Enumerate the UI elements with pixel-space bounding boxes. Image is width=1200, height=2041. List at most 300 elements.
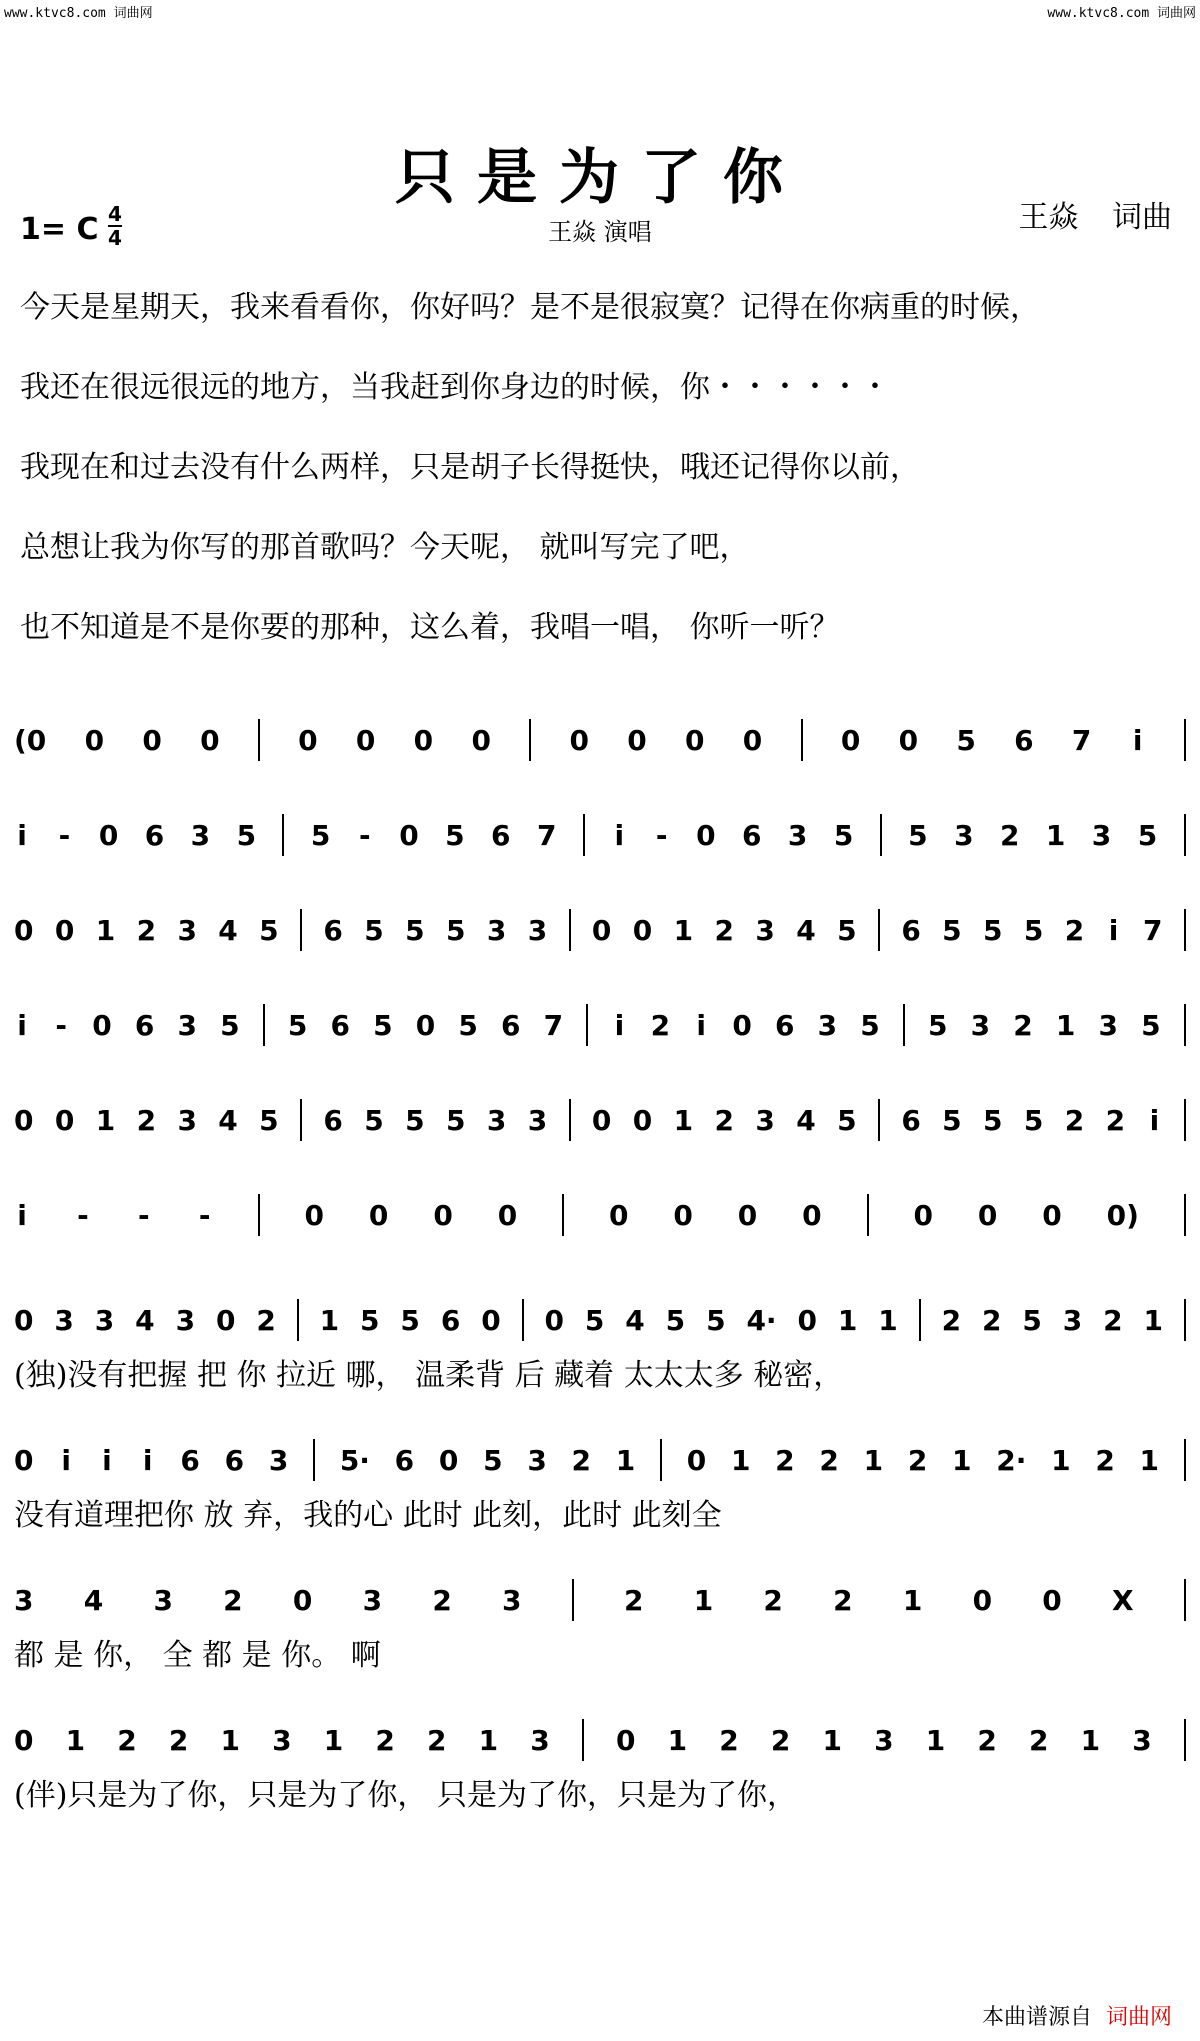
note: 6 <box>901 1103 921 1137</box>
barline <box>1184 1579 1186 1621</box>
time-signature <box>108 204 122 248</box>
note: i <box>102 1443 112 1477</box>
note: 3 <box>817 1008 838 1042</box>
note: 5 <box>927 1008 948 1042</box>
note: 6 <box>224 1443 245 1477</box>
note: 2 <box>1013 1008 1033 1042</box>
note: 0 <box>685 723 705 757</box>
note: 6 <box>742 818 762 852</box>
note: 2 <box>427 1723 447 1757</box>
barline <box>903 1004 905 1046</box>
note: X <box>1112 1583 1134 1617</box>
note: - <box>198 1198 211 1232</box>
note: 0 <box>840 723 861 757</box>
score-notes <box>14 1100 1186 1140</box>
note: 4 <box>796 913 816 947</box>
note: 5 <box>310 818 331 852</box>
barline <box>313 1439 315 1481</box>
note: 0 <box>972 1583 993 1617</box>
note: 0 <box>632 913 653 947</box>
barline <box>569 909 571 951</box>
note: 0 <box>591 913 612 947</box>
note: 1 <box>65 1723 86 1757</box>
note: 3 <box>1091 818 1112 852</box>
note: 3 <box>153 1583 173 1617</box>
note: 5 <box>405 913 425 947</box>
note: 2 <box>1064 913 1085 947</box>
note: 4 <box>796 1103 816 1137</box>
note: 1 <box>673 913 694 947</box>
note: 1 <box>878 1303 898 1337</box>
barline <box>569 1099 571 1141</box>
note: 5 <box>287 1008 308 1042</box>
note: 1 <box>925 1723 946 1757</box>
note: 5 <box>364 1103 384 1137</box>
note: 6 <box>440 1303 461 1337</box>
note: - <box>358 818 371 852</box>
note: 0 <box>14 913 34 947</box>
note: 2 <box>1095 1443 1115 1477</box>
note: 3 <box>1098 1008 1118 1042</box>
note: i <box>696 1008 706 1042</box>
note: 4· <box>746 1303 777 1337</box>
note: 6 <box>144 818 165 852</box>
note: 4 <box>218 913 238 947</box>
note: 3 <box>486 1103 507 1137</box>
note: 1 <box>95 913 116 947</box>
note: 2 <box>719 1723 739 1757</box>
score-row <box>14 910 1186 970</box>
note: 3 <box>1132 1723 1152 1757</box>
note: 5 <box>220 1008 240 1042</box>
note: 0 <box>913 1198 933 1232</box>
note: 2 <box>770 1723 791 1757</box>
note: 2 <box>256 1303 276 1337</box>
barline <box>522 1299 524 1341</box>
score-row <box>14 1440 1186 1533</box>
note: 5 <box>405 1103 425 1137</box>
score-lyrics: 都 是 你， 全 都 是 你。 啊 <box>14 1638 381 1673</box>
footer <box>982 2000 1172 2031</box>
note: 3 <box>970 1008 991 1042</box>
note: 5 <box>837 913 857 947</box>
note: i <box>1108 913 1119 947</box>
barline <box>562 1194 564 1236</box>
note: 5 <box>665 1303 686 1337</box>
note: 6 <box>134 1008 155 1042</box>
note: 5 <box>445 818 465 852</box>
note: 1 <box>1080 1723 1101 1757</box>
score-notes <box>14 1195 1186 1235</box>
note: 3 <box>54 1303 74 1337</box>
barline <box>878 909 880 951</box>
note: 0 <box>898 723 919 757</box>
note: 0 <box>1042 1583 1062 1617</box>
note: 0 <box>92 1008 112 1042</box>
barline <box>1184 1099 1186 1141</box>
note: i <box>614 818 625 852</box>
score-lyrics: (独)没有把握 把 你 拉近 哪， 温柔背 后 藏着 太太太多 秘密， <box>14 1358 844 1393</box>
note: 0) <box>1106 1198 1139 1232</box>
barline <box>582 1719 584 1761</box>
note: i <box>1132 723 1143 757</box>
note: 2 <box>168 1723 189 1757</box>
note: 1 <box>1045 818 1066 852</box>
note: 0 <box>14 1303 34 1337</box>
note: 0 <box>737 1198 758 1232</box>
note: 1 <box>863 1443 884 1477</box>
note: 5 <box>445 1103 466 1137</box>
note: 0 <box>54 1103 75 1137</box>
barline <box>1184 1194 1186 1236</box>
note: 3 <box>190 818 211 852</box>
note: 6 <box>774 1008 795 1042</box>
score-lyrics: 没有道理把你 放 弃，我的心 此时 此刻，此时 此刻全 <box>14 1498 722 1533</box>
note: 3 <box>94 1303 115 1337</box>
note: 0 <box>696 818 716 852</box>
note: 5 <box>360 1303 380 1337</box>
note: 3 <box>530 1723 550 1757</box>
note: 2 <box>1064 1103 1085 1137</box>
note: 1 <box>693 1583 714 1617</box>
score-row <box>14 1195 1186 1255</box>
note: 0 <box>84 723 105 757</box>
note: 0 <box>544 1303 564 1337</box>
barline <box>660 1439 662 1481</box>
narration-line: 总想让我为你写的那首歌吗？今天呢， 就叫写完了吧， <box>20 530 750 565</box>
note: 0 <box>200 723 220 757</box>
note: - <box>58 818 71 852</box>
note: 0 <box>497 1198 518 1232</box>
note: 3 <box>755 913 775 947</box>
note: 0 <box>569 723 589 757</box>
note: 2 <box>117 1723 137 1757</box>
note: 2 <box>714 913 734 947</box>
score-row <box>14 1005 1186 1065</box>
note: 2 <box>941 1303 962 1337</box>
note: 1 <box>837 1303 858 1337</box>
note: 5· <box>339 1443 370 1477</box>
note: 2 <box>833 1583 853 1617</box>
note: 6 <box>330 1008 351 1042</box>
note: 4 <box>83 1583 104 1617</box>
note: 5 <box>236 818 257 852</box>
note: i <box>142 1443 153 1477</box>
note: 3 <box>787 818 808 852</box>
score-row <box>14 815 1186 875</box>
note: 2 <box>136 913 157 947</box>
barline <box>263 1004 265 1046</box>
note: 5 <box>259 1103 279 1137</box>
note: 2 <box>375 1723 395 1757</box>
note: i <box>17 1198 27 1232</box>
note: 1 <box>902 1583 923 1617</box>
note: 0 <box>14 1723 34 1757</box>
barline <box>867 1194 869 1236</box>
note: 7 <box>1071 723 1092 757</box>
note: 0 <box>215 1303 236 1337</box>
note: 1 <box>95 1103 116 1137</box>
song-author: 王焱 词曲 <box>1018 200 1172 235</box>
note: 0 <box>413 723 434 757</box>
note: 0 <box>802 1198 822 1232</box>
score-lyrics: (伴)只是为了你，只是为了你， 只是为了你，只是为了你， <box>14 1778 797 1813</box>
note: 0 <box>304 1198 325 1232</box>
barline <box>801 719 803 761</box>
note: - <box>77 1198 89 1232</box>
note: 6 <box>1014 723 1034 757</box>
note: 4 <box>218 1103 238 1137</box>
score-notes <box>14 815 1186 855</box>
note: 2 <box>714 1103 734 1137</box>
note: 0 <box>673 1198 693 1232</box>
note: 2· <box>996 1443 1027 1477</box>
song-title: 只是为了你 <box>395 143 805 213</box>
note: 6 <box>180 1443 200 1477</box>
note: 2 <box>623 1583 644 1617</box>
note: 6 <box>323 913 343 947</box>
note: 6 <box>323 1103 343 1137</box>
note: 0 <box>142 723 162 757</box>
note: 5 <box>364 913 384 947</box>
barline <box>529 719 531 761</box>
footer-source: 本曲谱源自 <box>981 2005 1092 2030</box>
note: 6 <box>501 1008 521 1042</box>
score-notes <box>14 1440 1186 1480</box>
note: 2 <box>819 1443 839 1477</box>
note: 3 <box>177 1008 198 1042</box>
barline <box>1184 1719 1186 1761</box>
note: 3 <box>175 1303 196 1337</box>
note: 6 <box>394 1443 415 1477</box>
note: 6 <box>901 913 921 947</box>
note: 2 <box>907 1443 928 1477</box>
note: 0 <box>14 1443 34 1477</box>
note: 1 <box>1051 1443 1071 1477</box>
note: 2 <box>1029 1723 1049 1757</box>
note: 0 <box>298 723 318 757</box>
score-notes <box>14 720 1186 760</box>
note: 0 <box>54 913 75 947</box>
note: i <box>1149 1103 1160 1137</box>
note: 0 <box>797 1303 817 1337</box>
note: 6 <box>491 818 511 852</box>
note: 2 <box>1105 1103 1126 1137</box>
note: 3 <box>527 913 548 947</box>
note: 5 <box>1022 1303 1042 1337</box>
note: 1 <box>952 1443 972 1477</box>
note: 0 <box>732 1008 752 1042</box>
key-signature: 1= C <box>20 212 99 247</box>
note: 1 <box>673 1103 694 1137</box>
note: 5 <box>942 1103 962 1137</box>
barline <box>880 814 882 856</box>
note: 7 <box>1142 913 1163 947</box>
note: 3 <box>272 1723 292 1757</box>
note: 0 <box>415 1008 436 1042</box>
note: 5 <box>706 1303 726 1337</box>
note: 2 <box>763 1583 783 1617</box>
note: i <box>17 1008 27 1042</box>
note: 0 <box>292 1583 313 1617</box>
narration <box>20 288 1190 688</box>
score-row <box>14 720 1186 780</box>
barline <box>586 1004 588 1046</box>
note: 5 <box>445 913 466 947</box>
note: 0 <box>616 1723 636 1757</box>
note: 0 <box>686 1443 707 1477</box>
note: 3 <box>502 1583 522 1617</box>
note: 1 <box>478 1723 499 1757</box>
note: 5 <box>458 1008 478 1042</box>
note: 5 <box>956 723 976 757</box>
note: 1 <box>1055 1008 1076 1042</box>
note: 5 <box>1023 913 1044 947</box>
note: 0 <box>627 723 647 757</box>
note: 0 <box>471 723 491 757</box>
note: 3 <box>755 1103 775 1137</box>
note: 0 <box>368 1198 389 1232</box>
note: 1 <box>220 1723 240 1757</box>
note: 2 <box>1103 1303 1123 1337</box>
barline <box>297 1299 299 1341</box>
note: 2 <box>981 1303 1002 1337</box>
note: 1 <box>730 1443 751 1477</box>
score-notes <box>14 1580 1186 1620</box>
note: 0 <box>399 818 419 852</box>
barline <box>572 1579 574 1621</box>
note: 0 <box>98 818 119 852</box>
note: 0 <box>591 1103 612 1137</box>
note: 7 <box>543 1008 564 1042</box>
note: 3 <box>177 1103 197 1137</box>
note: 1 <box>615 1443 636 1477</box>
score-notes <box>14 1005 1186 1045</box>
note: 7 <box>536 818 557 852</box>
note: 5 <box>373 1008 393 1042</box>
watermark-right: www.ktvc8.com 词曲网 <box>1047 6 1196 21</box>
note: 0 <box>977 1198 998 1232</box>
barline <box>1184 1299 1186 1341</box>
note: i <box>17 818 27 852</box>
barline <box>282 814 284 856</box>
note: 3 <box>527 1443 547 1477</box>
note: 0 <box>609 1198 629 1232</box>
barline <box>878 1099 880 1141</box>
note: 1 <box>822 1723 842 1757</box>
note: 3 <box>14 1583 34 1617</box>
score-notes <box>14 1720 1186 1760</box>
note: 1 <box>323 1723 344 1757</box>
note: 0 <box>1042 1198 1062 1232</box>
note: 5 <box>1137 818 1158 852</box>
note: 0 <box>742 723 763 757</box>
narration-line: 今天是星期天，我来看看你，你好吗？是不是很寂寞？记得在你病重的时候， <box>20 290 1040 325</box>
barline <box>1184 814 1186 856</box>
note: 1 <box>1143 1303 1163 1337</box>
note: 1 <box>667 1723 688 1757</box>
barline <box>1184 1004 1186 1046</box>
note: 5 <box>983 1103 1003 1137</box>
note: 2 <box>432 1583 452 1617</box>
meter-top: 4 <box>108 202 122 226</box>
watermark-left: www.ktvc8.com 词曲网 <box>4 6 153 21</box>
note: 1 <box>319 1303 340 1337</box>
barline <box>258 1194 260 1236</box>
note: 2 <box>977 1723 997 1757</box>
score-row <box>14 1580 1186 1673</box>
note: 2 <box>775 1443 795 1477</box>
score-row <box>14 1300 1186 1393</box>
note: 0 <box>438 1443 459 1477</box>
note: 0 <box>355 723 376 757</box>
note: 0 <box>433 1198 453 1232</box>
score-notes <box>14 910 1186 950</box>
note: 2 <box>571 1443 592 1477</box>
note: 3 <box>486 913 507 947</box>
barline <box>300 1099 302 1141</box>
score-row <box>14 1720 1186 1813</box>
note: 5 <box>1023 1103 1044 1137</box>
note: 3 <box>268 1443 289 1477</box>
note: 5 <box>1141 1008 1161 1042</box>
barline <box>919 1299 921 1341</box>
note: 2 <box>999 818 1020 852</box>
barline <box>300 909 302 951</box>
note: - <box>138 1198 150 1232</box>
note: i <box>614 1008 625 1042</box>
note: - <box>55 1008 67 1042</box>
note: 1 <box>1139 1443 1160 1477</box>
note: 3 <box>1062 1303 1083 1337</box>
note: 5 <box>983 913 1003 947</box>
note: 4 <box>625 1303 645 1337</box>
note: 5 <box>860 1008 880 1042</box>
note: 5 <box>584 1303 605 1337</box>
note: 3 <box>177 913 197 947</box>
note: 2 <box>223 1583 243 1617</box>
barline <box>583 814 585 856</box>
note: 5 <box>483 1443 503 1477</box>
note: 0 <box>632 1103 653 1137</box>
note: 5 <box>908 818 928 852</box>
note: 3 <box>874 1723 894 1757</box>
footer-site: 词曲网 <box>1105 2005 1172 2030</box>
note: 5 <box>833 818 854 852</box>
song-singer: 王焱 演唱 <box>548 218 652 246</box>
note: i <box>61 1443 72 1477</box>
barline <box>258 719 260 761</box>
note: 2 <box>136 1103 157 1137</box>
score-row <box>14 1100 1186 1160</box>
note: 5 <box>942 913 962 947</box>
narration-line: 我现在和过去没有什么两样，只是胡子长得挺快，哦还记得你以前， <box>20 450 920 485</box>
note: 5 <box>400 1303 420 1337</box>
note: 2 <box>650 1008 671 1042</box>
note: (0 <box>14 723 47 757</box>
note: 3 <box>527 1103 548 1137</box>
note: 5 <box>837 1103 857 1137</box>
note: 4 <box>135 1303 155 1337</box>
meter-bottom: 4 <box>108 226 122 250</box>
narration-line: 我还在很远很远的地方，当我赶到你身边的时候，你・・・・・・ <box>20 370 890 405</box>
barline <box>1184 719 1186 761</box>
score-notes <box>14 1300 1186 1340</box>
note: - <box>655 818 668 852</box>
note: 0 <box>481 1303 501 1337</box>
note: 5 <box>259 913 279 947</box>
note: 3 <box>362 1583 383 1617</box>
